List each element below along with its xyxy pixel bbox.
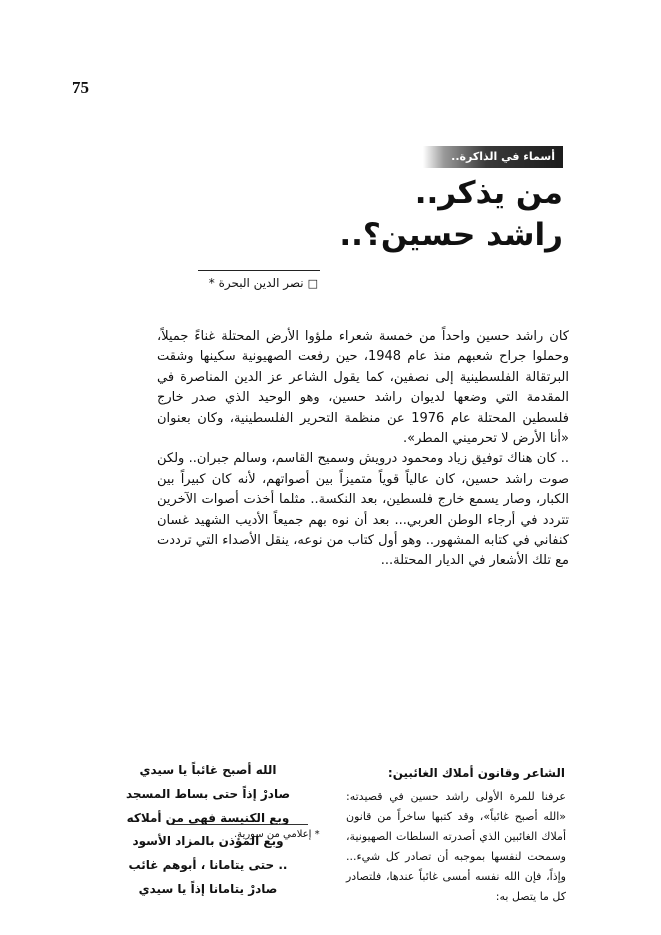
article-body [157,327,569,572]
poem-line: وبع الكنيسة فهي من أملاكه [126,810,290,825]
page-number: 75 [72,78,89,97]
author-marker: □ [307,277,318,290]
poem-line: الله أصبح غائباً يا سيدي [139,763,277,777]
poem-line: وبع المؤذن بالمزاد الأسود [132,834,284,849]
section-tag: أسماء في الذاكرة.. [423,146,563,168]
author-divider [198,270,320,271]
footnote: * إعلامي من سورية. [234,829,320,840]
poem-line: .. حتى يتامانا ، أبوهم غائب [128,858,288,873]
poem-line: صادرْ إذاً حتى بساط المسجد [125,786,291,801]
side-section-text: عرفنا للمرة الأولى راشد حسين في قصيدته: «الله أصبح غائباً»، وقد كتبها ساخراً من قانون أملاك الغائبين الذي أصدرته السلطات الصهيونية، وسمحت لنفسها بموجبه أن تصادر كل شيء... وإذاً، فإن الله نفسه أمسى غائباً عندها، فلتصادر كل ما يتصل به: [346,790,566,903]
author-name: نصر الدين البحرة * [208,276,304,290]
title-line-1: من يذكر.. [414,175,563,211]
poem-line: صادرْ يتامانا إذاً يا سيدي [138,881,278,896]
author-byline [209,276,318,290]
body-paragraph-2: .. كان هناك توفيق زياد ومحمود درويش وسميح القاسم، وسالم جبران.. ولكن صوت راشد حسين، كان عالياً قوياً متميزاً بين أصواتهم، لأنه كان كبيراً بين الكبار، وصار يسمع خارج فلسطين، بعد النكسة.. مثلما أخذت أصوات الآخرين تتردد في أرجاء الوطن العربي... بعد أن نوه بهم جميعاً الأديب الشهيد غسان كنفاني في كتابه المشهور.. وهو أول كتاب من نوعه، ينقل الأصداء التي ترددت مع تلك الأشعار في الديار المحتلة... [157,451,569,569]
body-paragraph-1: كان راشد حسين واحداً من خمسة شعراء ملؤوا الأرض المحتلة غناءً جميلاً، وحملوا جراح شعبهم منذ عام 1948، حين رفعت الصهيونية سكينها وشقت البرتقالة الفلسطينية إلى نصفين، كما يقول الشاعر عز الدين المناصرة في المقدمة التي وضعها لديوان راشد حسين، وهو الوحيد الذي صدر خارج فلسطين المحتلة عام 1976 عن منظمة التحرير الفلسطينية، وكان بعنوان «أنا الأرض لا تحرميني المطر». [157,329,569,447]
side-section-heading: الشاعر وقانون أملاك الغائبين: [387,766,565,780]
article-title [263,172,563,256]
title-line-2: راشد حسين؟.. [339,217,563,253]
footnote-divider [170,824,308,825]
